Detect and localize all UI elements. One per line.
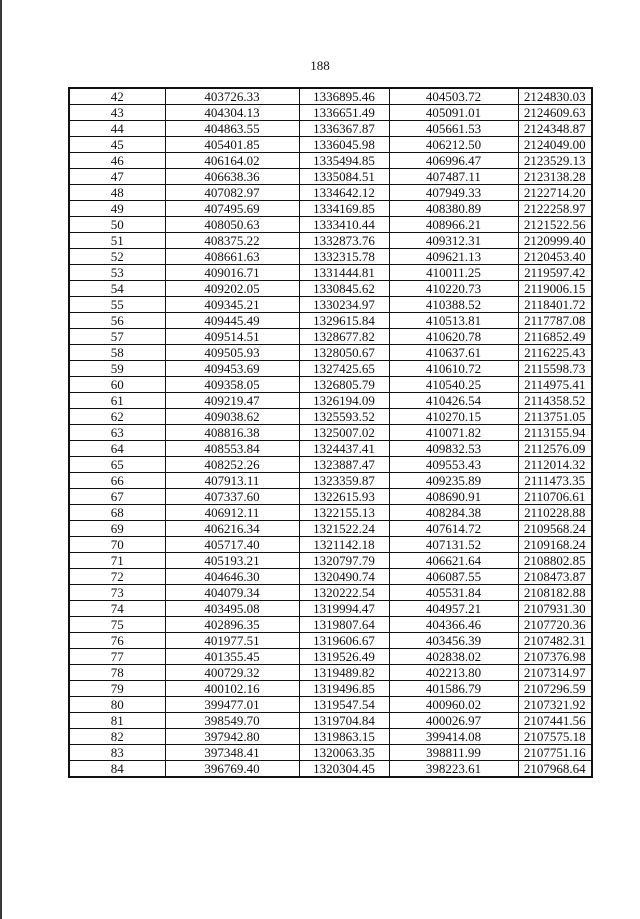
x2-cell: 410620.78 [389, 329, 518, 345]
table-row [69, 88, 592, 105]
x2-cell: 408380.89 [389, 201, 518, 217]
point-number-cell: 60 [69, 377, 165, 393]
y2-cell: 2114358.52 [518, 393, 592, 409]
x2-cell: 402838.02 [389, 649, 518, 665]
x1-cell: 404304.13 [165, 105, 299, 121]
table-row [69, 409, 592, 425]
x1-cell: 409038.62 [165, 409, 299, 425]
y2-cell: 2124049.00 [518, 137, 592, 153]
x2-cell: 408690.91 [389, 489, 518, 505]
x2-cell: 399414.08 [389, 729, 518, 745]
y1-cell: 1319606.67 [299, 633, 389, 649]
table-row [69, 697, 592, 713]
x2-cell: 410011.25 [389, 265, 518, 281]
x2-cell: 409621.13 [389, 249, 518, 265]
y2-cell: 2117787.08 [518, 313, 592, 329]
y1-cell: 1321142.18 [299, 537, 389, 553]
y2-cell: 2107931.30 [518, 601, 592, 617]
table-row [69, 649, 592, 665]
x2-cell: 408966.21 [389, 217, 518, 233]
y1-cell: 1319807.64 [299, 617, 389, 633]
x2-cell: 405661.53 [389, 121, 518, 137]
y1-cell: 1319994.47 [299, 601, 389, 617]
y2-cell: 2115598.73 [518, 361, 592, 377]
point-number-cell: 69 [69, 521, 165, 537]
x2-cell: 406212.50 [389, 137, 518, 153]
table-row [69, 425, 592, 441]
table-row [69, 265, 592, 281]
y1-cell: 1335494.85 [299, 153, 389, 169]
y1-cell: 1323359.87 [299, 473, 389, 489]
table-row [69, 713, 592, 729]
table-row [69, 505, 592, 521]
point-number-cell: 68 [69, 505, 165, 521]
y2-cell: 2124830.03 [518, 88, 592, 105]
y1-cell: 1330845.62 [299, 281, 389, 297]
y2-cell: 2122258.97 [518, 201, 592, 217]
table-row [69, 281, 592, 297]
x2-cell: 405531.84 [389, 585, 518, 601]
x2-cell: 410270.15 [389, 409, 518, 425]
x2-cell: 404957.21 [389, 601, 518, 617]
point-number-cell: 84 [69, 761, 165, 778]
point-number-cell: 51 [69, 233, 165, 249]
x2-cell: 407131.52 [389, 537, 518, 553]
y1-cell: 1327425.65 [299, 361, 389, 377]
x2-cell: 407614.72 [389, 521, 518, 537]
table-row [69, 393, 592, 409]
y1-cell: 1329615.84 [299, 313, 389, 329]
point-number-cell: 81 [69, 713, 165, 729]
point-number-cell: 45 [69, 137, 165, 153]
x1-cell: 400102.16 [165, 681, 299, 697]
y2-cell: 2118401.72 [518, 297, 592, 313]
table-row [69, 617, 592, 633]
y2-cell: 2122714.20 [518, 185, 592, 201]
y2-cell: 2108802.85 [518, 553, 592, 569]
x1-cell: 405193.21 [165, 553, 299, 569]
y1-cell: 1326805.79 [299, 377, 389, 393]
y1-cell: 1336367.87 [299, 121, 389, 137]
table-row [69, 313, 592, 329]
y1-cell: 1328677.82 [299, 329, 389, 345]
y1-cell: 1320304.45 [299, 761, 389, 778]
table-row [69, 601, 592, 617]
point-number-cell: 54 [69, 281, 165, 297]
x2-cell: 410637.61 [389, 345, 518, 361]
point-number-cell: 66 [69, 473, 165, 489]
y2-cell: 2110228.88 [518, 505, 592, 521]
x1-cell: 407337.60 [165, 489, 299, 505]
y1-cell: 1325593.52 [299, 409, 389, 425]
x2-cell: 410610.72 [389, 361, 518, 377]
point-number-cell: 57 [69, 329, 165, 345]
y1-cell: 1319704.84 [299, 713, 389, 729]
y1-cell: 1319547.54 [299, 697, 389, 713]
y2-cell: 2107321.92 [518, 697, 592, 713]
table-row [69, 553, 592, 569]
point-number-cell: 82 [69, 729, 165, 745]
y2-cell: 2114975.41 [518, 377, 592, 393]
y1-cell: 1320222.54 [299, 585, 389, 601]
point-number-cell: 65 [69, 457, 165, 473]
table-row [69, 233, 592, 249]
x1-cell: 407082.97 [165, 185, 299, 201]
y1-cell: 1319496.85 [299, 681, 389, 697]
point-number-cell: 58 [69, 345, 165, 361]
x1-cell: 409358.05 [165, 377, 299, 393]
x1-cell: 408816.38 [165, 425, 299, 441]
y2-cell: 2116852.49 [518, 329, 592, 345]
y2-cell: 2107720.36 [518, 617, 592, 633]
table-row [69, 361, 592, 377]
y1-cell: 1320063.35 [299, 745, 389, 761]
x1-cell: 409016.71 [165, 265, 299, 281]
y1-cell: 1331444.81 [299, 265, 389, 281]
x1-cell: 401355.45 [165, 649, 299, 665]
point-number-cell: 63 [69, 425, 165, 441]
x2-cell: 408284.38 [389, 505, 518, 521]
x1-cell: 406638.36 [165, 169, 299, 185]
y1-cell: 1320797.79 [299, 553, 389, 569]
table-row [69, 521, 592, 537]
x2-cell: 405091.01 [389, 105, 518, 121]
table-row [69, 633, 592, 649]
y1-cell: 1333410.44 [299, 217, 389, 233]
x1-cell: 396769.40 [165, 761, 299, 778]
coordinate-table-body [69, 88, 592, 777]
y2-cell: 2112014.32 [518, 457, 592, 473]
x1-cell: 406164.02 [165, 153, 299, 169]
table-row [69, 665, 592, 681]
table-row [69, 249, 592, 265]
x1-cell: 402896.35 [165, 617, 299, 633]
x2-cell: 409832.53 [389, 441, 518, 457]
y1-cell: 1330234.97 [299, 297, 389, 313]
y2-cell: 2111473.35 [518, 473, 592, 489]
y1-cell: 1321522.24 [299, 521, 389, 537]
point-number-cell: 46 [69, 153, 165, 169]
point-number-cell: 83 [69, 745, 165, 761]
point-number-cell: 73 [69, 585, 165, 601]
coordinate-table [68, 87, 593, 778]
y2-cell: 2123138.28 [518, 169, 592, 185]
table-row [69, 121, 592, 137]
y2-cell: 2110706.61 [518, 489, 592, 505]
y1-cell: 1319863.15 [299, 729, 389, 745]
table-row [69, 729, 592, 745]
y1-cell: 1322155.13 [299, 505, 389, 521]
x2-cell: 410540.25 [389, 377, 518, 393]
point-number-cell: 75 [69, 617, 165, 633]
table-row [69, 537, 592, 553]
x2-cell: 398811.99 [389, 745, 518, 761]
y2-cell: 2112576.09 [518, 441, 592, 457]
x1-cell: 408553.84 [165, 441, 299, 457]
table-row [69, 217, 592, 233]
x1-cell: 404863.55 [165, 121, 299, 137]
table-row [69, 345, 592, 361]
x1-cell: 404079.34 [165, 585, 299, 601]
table-row [69, 473, 592, 489]
y2-cell: 2121522.56 [518, 217, 592, 233]
x1-cell: 408375.22 [165, 233, 299, 249]
x1-cell: 408661.63 [165, 249, 299, 265]
point-number-cell: 74 [69, 601, 165, 617]
y2-cell: 2120999.40 [518, 233, 592, 249]
x1-cell: 409219.47 [165, 393, 299, 409]
x2-cell: 410220.73 [389, 281, 518, 297]
point-number-cell: 43 [69, 105, 165, 121]
y1-cell: 1336651.49 [299, 105, 389, 121]
x1-cell: 400729.32 [165, 665, 299, 681]
y1-cell: 1332873.76 [299, 233, 389, 249]
y2-cell: 2124609.63 [518, 105, 592, 121]
x2-cell: 410426.54 [389, 393, 518, 409]
table-row [69, 105, 592, 121]
x2-cell: 406621.64 [389, 553, 518, 569]
x1-cell: 405717.40 [165, 537, 299, 553]
x2-cell: 400960.02 [389, 697, 518, 713]
x2-cell: 407949.33 [389, 185, 518, 201]
y2-cell: 2107296.59 [518, 681, 592, 697]
table-row [69, 185, 592, 201]
point-number-cell: 77 [69, 649, 165, 665]
point-number-cell: 62 [69, 409, 165, 425]
y1-cell: 1325007.02 [299, 425, 389, 441]
y2-cell: 2113751.05 [518, 409, 592, 425]
y1-cell: 1323887.47 [299, 457, 389, 473]
x1-cell: 409202.05 [165, 281, 299, 297]
x1-cell: 397942.80 [165, 729, 299, 745]
x1-cell: 404646.30 [165, 569, 299, 585]
x2-cell: 409312.31 [389, 233, 518, 249]
y1-cell: 1336045.98 [299, 137, 389, 153]
point-number-cell: 52 [69, 249, 165, 265]
point-number-cell: 42 [69, 88, 165, 105]
x1-cell: 406912.11 [165, 505, 299, 521]
x1-cell: 401977.51 [165, 633, 299, 649]
x1-cell: 403495.08 [165, 601, 299, 617]
y2-cell: 2109168.24 [518, 537, 592, 553]
y2-cell: 2120453.40 [518, 249, 592, 265]
point-number-cell: 53 [69, 265, 165, 281]
y2-cell: 2107314.97 [518, 665, 592, 681]
x1-cell: 409445.49 [165, 313, 299, 329]
y2-cell: 2107376.98 [518, 649, 592, 665]
x2-cell: 407487.11 [389, 169, 518, 185]
table-row [69, 441, 592, 457]
y1-cell: 1322615.93 [299, 489, 389, 505]
table-row [69, 745, 592, 761]
y1-cell: 1334169.85 [299, 201, 389, 217]
x2-cell: 400026.97 [389, 713, 518, 729]
y2-cell: 2116225.43 [518, 345, 592, 361]
table-row [69, 761, 592, 778]
y2-cell: 2119006.15 [518, 281, 592, 297]
y2-cell: 2123529.13 [518, 153, 592, 169]
table-row [69, 297, 592, 313]
x2-cell: 406996.47 [389, 153, 518, 169]
table-row [69, 137, 592, 153]
y2-cell: 2113155.94 [518, 425, 592, 441]
x1-cell: 409505.93 [165, 345, 299, 361]
x2-cell: 402213.80 [389, 665, 518, 681]
point-number-cell: 76 [69, 633, 165, 649]
x2-cell: 406087.55 [389, 569, 518, 585]
y1-cell: 1332315.78 [299, 249, 389, 265]
x1-cell: 409514.51 [165, 329, 299, 345]
x1-cell: 407913.11 [165, 473, 299, 489]
y1-cell: 1336895.46 [299, 88, 389, 105]
y2-cell: 2119597.42 [518, 265, 592, 281]
x1-cell: 409453.69 [165, 361, 299, 377]
y2-cell: 2108473.87 [518, 569, 592, 585]
table-row [69, 377, 592, 393]
y2-cell: 2108182.88 [518, 585, 592, 601]
x1-cell: 408252.26 [165, 457, 299, 473]
table-row [69, 169, 592, 185]
point-number-cell: 79 [69, 681, 165, 697]
x1-cell: 398549.70 [165, 713, 299, 729]
table-row [69, 569, 592, 585]
y2-cell: 2107968.64 [518, 761, 592, 778]
x2-cell: 410388.52 [389, 297, 518, 313]
point-number-cell: 50 [69, 217, 165, 233]
table-row [69, 329, 592, 345]
y1-cell: 1324437.41 [299, 441, 389, 457]
point-number-cell: 78 [69, 665, 165, 681]
x2-cell: 409235.89 [389, 473, 518, 489]
table-row [69, 457, 592, 473]
point-number-cell: 55 [69, 297, 165, 313]
point-number-cell: 44 [69, 121, 165, 137]
scan-edge [0, 0, 2, 919]
point-number-cell: 48 [69, 185, 165, 201]
y2-cell: 2124348.87 [518, 121, 592, 137]
x2-cell: 404366.46 [389, 617, 518, 633]
point-number-cell: 59 [69, 361, 165, 377]
table-row [69, 489, 592, 505]
x1-cell: 409345.21 [165, 297, 299, 313]
point-number-cell: 47 [69, 169, 165, 185]
point-number-cell: 61 [69, 393, 165, 409]
y2-cell: 2107482.31 [518, 633, 592, 649]
table-row [69, 153, 592, 169]
point-number-cell: 72 [69, 569, 165, 585]
y1-cell: 1328050.67 [299, 345, 389, 361]
table-row [69, 585, 592, 601]
point-number-cell: 67 [69, 489, 165, 505]
y1-cell: 1326194.09 [299, 393, 389, 409]
x1-cell: 397348.41 [165, 745, 299, 761]
x2-cell: 410071.82 [389, 425, 518, 441]
page-number: 188 [310, 58, 330, 73]
point-number-cell: 56 [69, 313, 165, 329]
x2-cell: 398223.61 [389, 761, 518, 778]
table-row [69, 201, 592, 217]
x1-cell: 406216.34 [165, 521, 299, 537]
point-number-cell: 64 [69, 441, 165, 457]
x1-cell: 405401.85 [165, 137, 299, 153]
y1-cell: 1320490.74 [299, 569, 389, 585]
x2-cell: 404503.72 [389, 88, 518, 105]
x2-cell: 409553.43 [389, 457, 518, 473]
point-number-cell: 80 [69, 697, 165, 713]
y1-cell: 1335084.51 [299, 169, 389, 185]
point-number-cell: 49 [69, 201, 165, 217]
x1-cell: 399477.01 [165, 697, 299, 713]
y1-cell: 1319526.49 [299, 649, 389, 665]
x2-cell: 401586.79 [389, 681, 518, 697]
y2-cell: 2107751.16 [518, 745, 592, 761]
y2-cell: 2107575.18 [518, 729, 592, 745]
y2-cell: 2107441.56 [518, 713, 592, 729]
point-number-cell: 70 [69, 537, 165, 553]
point-number-cell: 71 [69, 553, 165, 569]
y1-cell: 1334642.12 [299, 185, 389, 201]
x1-cell: 408050.63 [165, 217, 299, 233]
y2-cell: 2109568.24 [518, 521, 592, 537]
x1-cell: 403726.33 [165, 88, 299, 105]
x1-cell: 407495.69 [165, 201, 299, 217]
table-row [69, 681, 592, 697]
x2-cell: 410513.81 [389, 313, 518, 329]
y1-cell: 1319489.82 [299, 665, 389, 681]
x2-cell: 403456.39 [389, 633, 518, 649]
